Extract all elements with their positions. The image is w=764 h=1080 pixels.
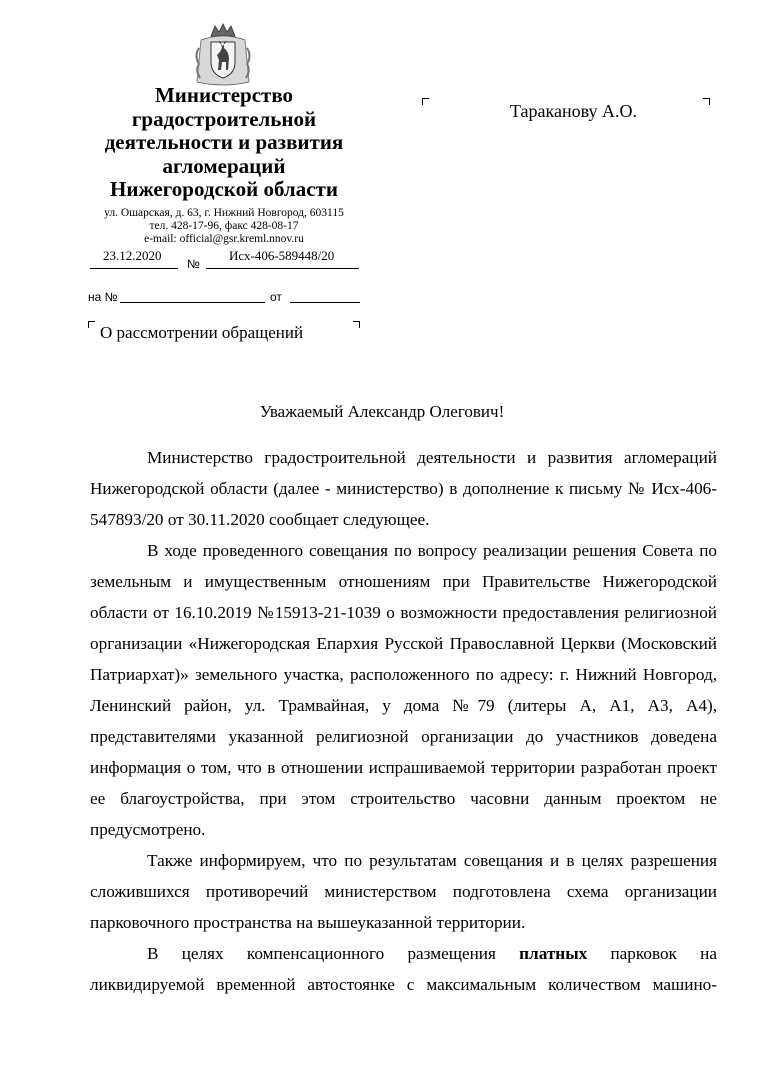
reply-to-number-label: на № bbox=[88, 290, 118, 304]
coat-of-arms-icon bbox=[191, 22, 255, 88]
body-paragraph bbox=[90, 938, 717, 1000]
body-text-fragment: парковок на ликвидируемой временной автостоянке с максимальным количеством машино- bbox=[90, 944, 717, 994]
ministry-address bbox=[80, 207, 368, 246]
document-date: 23.12.2020 bbox=[103, 248, 162, 263]
address-line: ул. Ошарская, д. 63, г. Нижний Новгород, 603115 bbox=[104, 207, 344, 219]
subject-corner-left bbox=[88, 321, 95, 328]
body-paragraph: Также информируем, что по результатам совещания и в целях разрешения сложившихся противоречий министерством подготовлена схема организации парковочного пространства на вышеуказанной территории. bbox=[90, 851, 717, 932]
letter-subject: О рассмотрении обращений bbox=[100, 323, 304, 342]
letter-body bbox=[90, 442, 717, 1000]
body-bold-fragment: платных bbox=[519, 944, 588, 963]
salutation: Уважаемый Александр Олегович! bbox=[259, 402, 505, 421]
body-text-fragment: В целях компенсационного размещения bbox=[147, 944, 520, 963]
ministry-line: градостроительной bbox=[131, 106, 317, 131]
recipient-corner-left bbox=[422, 98, 429, 105]
ministry-line: Нижегородской области bbox=[110, 177, 338, 201]
document-number: Исх-406-589448/20 bbox=[229, 248, 335, 263]
body-paragraph: В ходе проведенного совещания по вопросу реализации решения Совета по земельным и имущественным отношениям при Правительстве Нижегородской области от 16.10.2019 №15913-21-1039 о возможности предоставления религиозной организации «Нижегородская Епархия Русской Православной Церкви (Московский Патриархат)» земельного участка, расположенного по адресу: г. Нижний Новгород, Ленинский район, ул. Трамвайная, у дома №79 (литеры А, А1, А3, А4), представителями указанной религиозной организации до участников доведена информация о том, что в отношении испрашиваемой территории разработан проект ее благоустройства, при этом строительство часовни данным проектом не предусмотрено. bbox=[90, 541, 717, 839]
number-underline bbox=[206, 268, 359, 269]
subject-corner-right bbox=[353, 321, 360, 328]
body-paragraph: Министерство градостроительной деятельности и развития агломераций Нижегородской области (далее - министерство) в дополнение к письму № Исх-406-547893/20 от 30.11.2020 сообщает следующее. bbox=[90, 448, 717, 529]
ministry-line: агломераций bbox=[162, 153, 286, 178]
recipient-corner-right bbox=[703, 98, 710, 105]
phone-line: тел. 428-17-96, факс 428-08-17 bbox=[149, 220, 299, 232]
ministry-line: Министерство bbox=[154, 83, 294, 107]
email-line: e-mail: official@gsr.kreml.nnov.ru bbox=[144, 233, 304, 245]
reply-number-underline bbox=[120, 302, 265, 303]
ministry-line: деятельности и развития bbox=[104, 130, 344, 154]
date-underline bbox=[90, 268, 178, 269]
ministry-name bbox=[80, 84, 368, 202]
number-label: № bbox=[187, 257, 200, 271]
reply-date-underline bbox=[290, 302, 360, 303]
recipient-name: Тараканову А.О. bbox=[510, 101, 638, 121]
reply-from-label: от bbox=[270, 290, 282, 304]
